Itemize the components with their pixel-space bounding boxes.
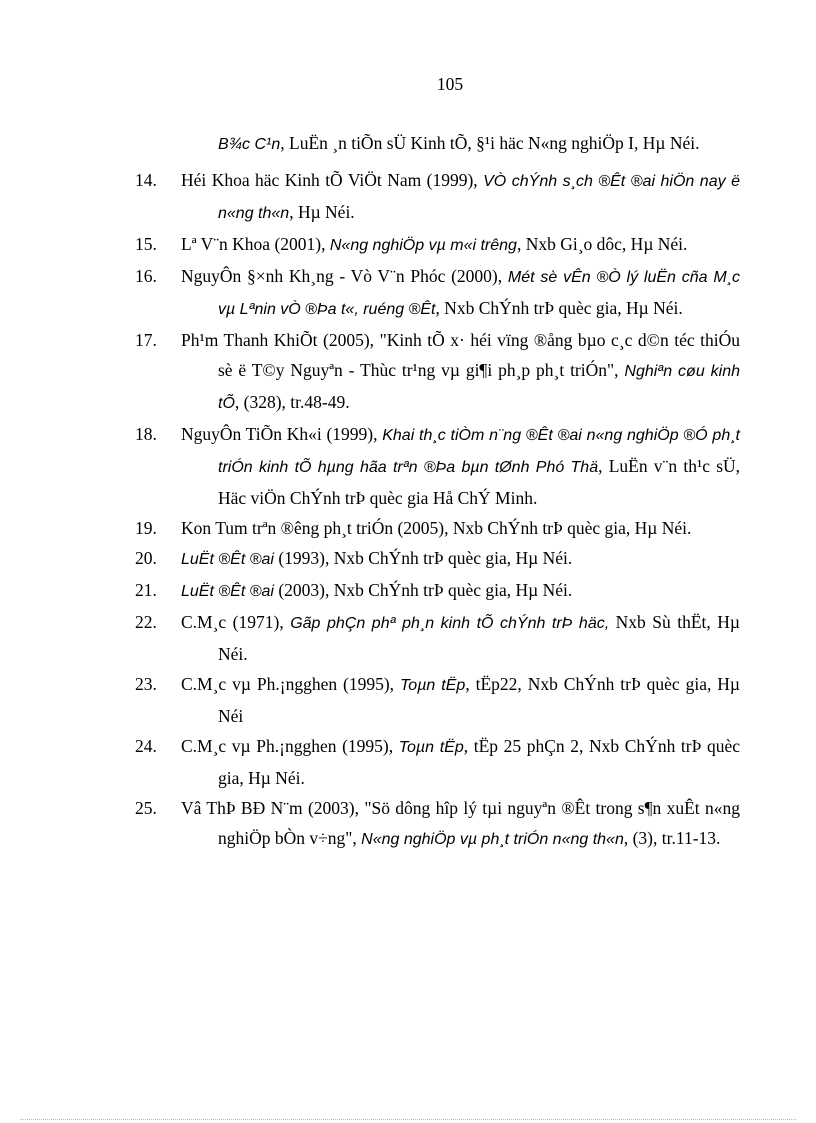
reference-text: (1993), Nxb ChÝnh trÞ quèc gia, Hµ Néi. [273, 548, 573, 568]
reference-text: NguyÔn §×nh Kh¸ng - Vò V¨n Phóc (2000), [181, 266, 508, 286]
reference-entry [135, 543, 740, 575]
reference-entry [135, 669, 740, 731]
reference-text: , tËp22, Nxb ChÝnh trÞ quèc gia, Hµ Néi [218, 674, 741, 726]
reference-number: 24. [135, 736, 157, 756]
reference-text: Nxb Sù thËt, Hµ Néi. [218, 612, 740, 664]
reference-entry [135, 607, 740, 669]
reference-text: , tËp 25 phÇn 2, Nxb ChÝnh trÞ quèc gia, Hµ Néi. [218, 736, 740, 788]
reference-number: 14. [135, 170, 157, 190]
reference-text: , LuËn ¸n tiÕn sÜ Kinh tÕ, §¹i häc N«ng nghiÖp I, Hµ Néi. [280, 133, 700, 153]
reference-entry [135, 575, 740, 607]
reference-continuation [135, 128, 740, 160]
reference-text: , LuËn v¨n th¹c sÜ, Häc viÖn ChÝnh trÞ quèc gia Hå ChÝ Minh. [218, 456, 741, 508]
reference-text: , Nxb ChÝnh trÞ quèc gia, Hµ Néi. [435, 298, 683, 318]
reference-number: 25. [135, 798, 157, 818]
reference-text: , Hµ Néi. [289, 202, 355, 222]
reference-number: 19. [135, 518, 157, 538]
reference-entry [135, 731, 740, 793]
reference-number: 18. [135, 424, 157, 444]
reference-text: (2003), Nxb ChÝnh trÞ quèc gia, Hµ Néi. [273, 580, 573, 600]
reference-title: Mét sè vÊn ®Ò lý luËn cña M¸c vµ Lªnin vÒ ®Þa t«, ruéng ®Êt [218, 269, 740, 318]
reference-title: Gãp phÇn phª ph¸n kinh tÕ chÝnh trÞ häc, [290, 615, 610, 632]
reference-list [135, 128, 740, 855]
reference-number: 17. [135, 330, 157, 350]
reference-text: C.M¸c vµ Ph.¡ngghen (1995), [181, 674, 400, 694]
reference-number: 22. [135, 612, 157, 632]
reference-number: 21. [135, 580, 157, 600]
reference-entry [135, 325, 740, 419]
reference-title: N«ng nghiÖp vµ ph¸t triÓn n«ng th«n [361, 831, 624, 848]
reference-entry [135, 793, 740, 855]
reference-number: 23. [135, 674, 157, 694]
reference-text: , (328), tr.48-49. [234, 392, 350, 412]
reference-number: 16. [135, 266, 157, 286]
reference-entry [135, 165, 740, 229]
reference-text: C.M¸c (1971), [181, 612, 291, 632]
reference-text: Lª V¨n Khoa (2001), [181, 234, 330, 254]
reference-title: N«ng nghiÖp vµ m«i trêng [329, 237, 517, 254]
reference-entries [135, 165, 740, 855]
reference-number: 15. [135, 234, 157, 254]
reference-title: Nghiªn cøu kinh tÕ [218, 363, 740, 412]
reference-text: Ph¹m Thanh KhiÕt (2005), "Kinh tÕ x· héi vïng ®ång bµo c¸c d©n téc thiÓu sè ë T©y Nguyªn - Thùc tr¹ng vµ gi¶i ph¸p ph¸t triÓn", [181, 330, 740, 380]
reference-title: Khai th¸c tiÒm n¨ng ®Êt ®ai n«ng nghiÖp ®Ó ph¸t triÓn kinh tÕ hµng hãa trªn ®Þa bµn tØnh Phó Thä [218, 427, 740, 476]
reference-number: 20. [135, 548, 157, 568]
reference-text: Kon Tum trªn ®êng ph¸t triÓn (2005), Nxb ChÝnh trÞ quèc gia, Hµ Néi. [181, 518, 692, 538]
reference-title: Toµn tËp [399, 677, 466, 694]
reference-text: C.M¸c vµ Ph.¡ngghen (1995), [181, 736, 399, 756]
reference-title: LuËt ®Êt ®ai [181, 583, 274, 600]
reference-title: LuËt ®Êt ®ai [181, 551, 274, 568]
reference-title: B¾c C¹n [218, 136, 281, 153]
reference-text: NguyÔn TiÕn Kh«i (1999), [181, 424, 383, 444]
reference-title: VÒ chÝnh s¸ch ®Êt ®ai hiÖn nay ë n«ng th«n [218, 173, 741, 222]
reference-text: Vâ ThÞ BÐ N¨m (2003), "Sö dông hîp lý tµi nguyªn ®Êt trong s¶n xuÊt n«ng nghiÖp bÒn v÷ng", [181, 798, 740, 848]
reference-title: Toµn tËp [398, 739, 464, 756]
reference-entry [135, 419, 740, 513]
reference-entry [135, 261, 740, 325]
reference-text: , Nxb Gi¸o dôc, Hµ Néi. [516, 234, 688, 254]
reference-text: Héi Khoa häc Kinh tÕ ViÖt Nam (1999), [181, 170, 484, 190]
page-bottom-divider [20, 1119, 796, 1120]
reference-entry [135, 229, 740, 261]
page-number: 105 [436, 74, 464, 94]
reference-text: , (3), tr.11-13. [623, 828, 721, 848]
reference-entry [135, 513, 740, 543]
